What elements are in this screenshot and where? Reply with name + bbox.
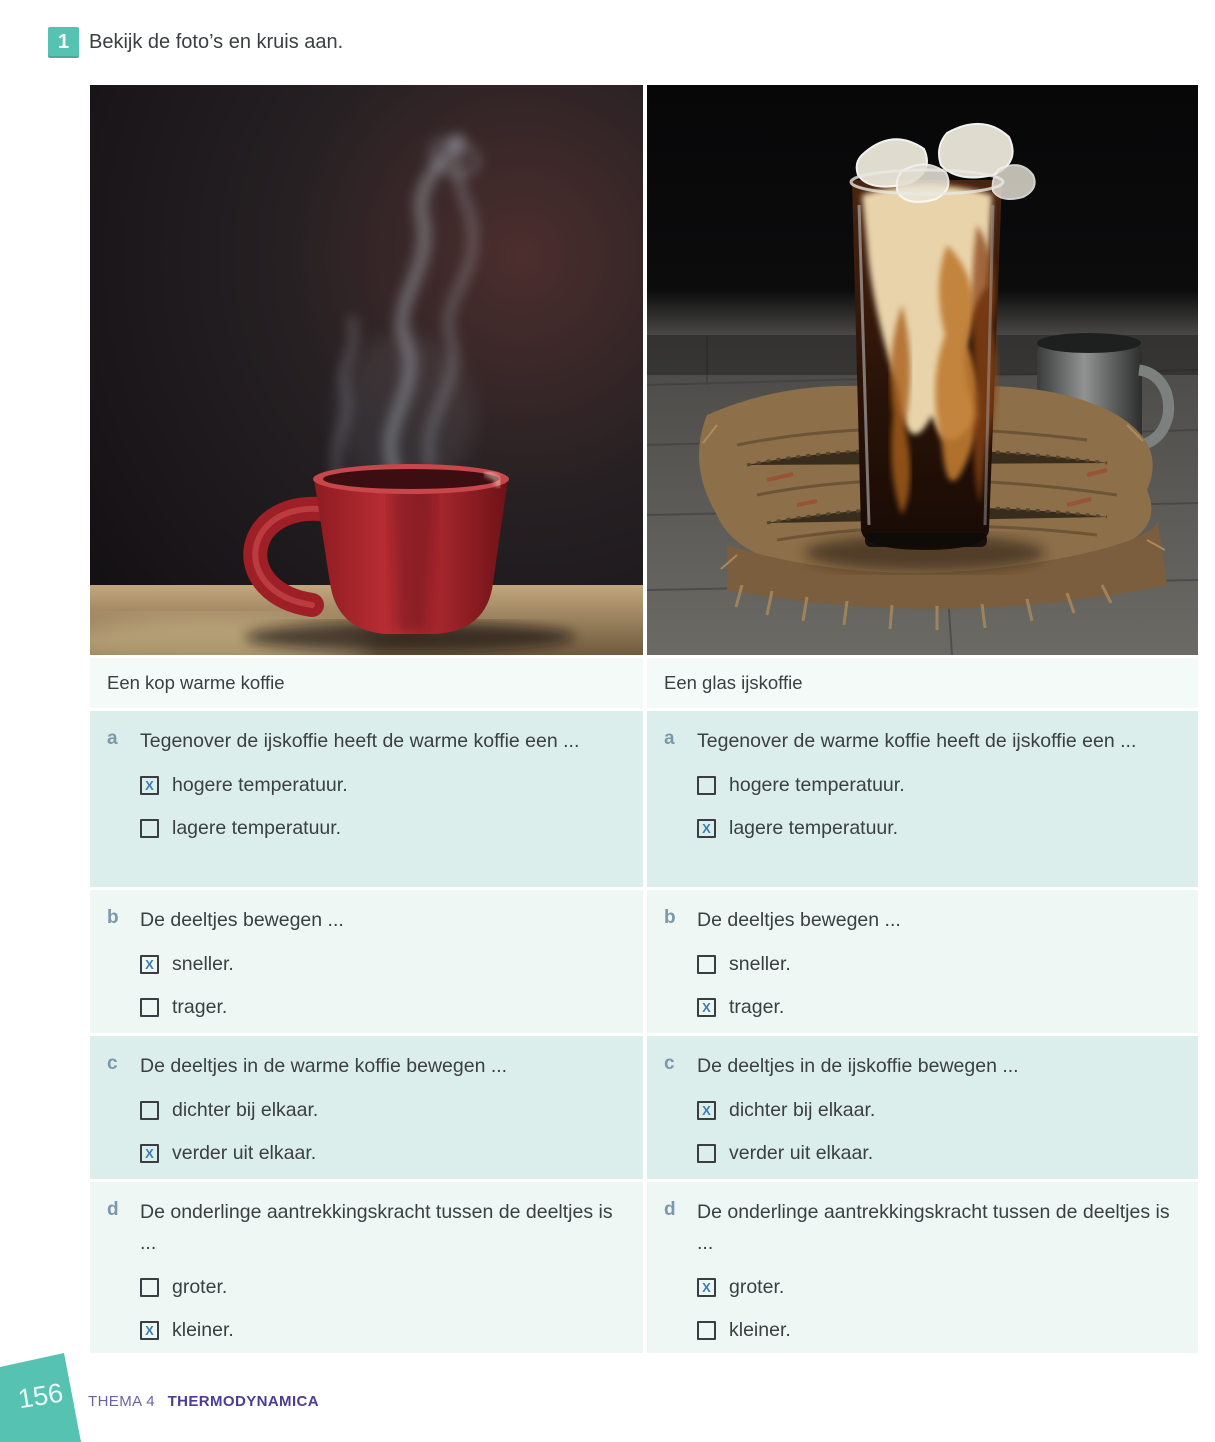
options-list	[697, 1095, 1174, 1181]
question-c-left	[90, 1036, 643, 1179]
options-list	[140, 949, 619, 1035]
hot-coffee-illustration	[90, 85, 643, 655]
option	[140, 992, 619, 1022]
option	[140, 949, 619, 979]
option-label: lagere temperatuur.	[172, 816, 342, 839]
question-row-c	[90, 1036, 1198, 1179]
option	[697, 1315, 1174, 1345]
checkbox-checked-icon[interactable]: X	[140, 776, 159, 795]
question-a-left	[90, 711, 643, 887]
question-letter: b	[107, 907, 119, 928]
exercise-prompt: Bekijk de foto’s en kruis aan.	[89, 31, 344, 53]
iced-coffee-illustration	[647, 85, 1198, 655]
question-text: De deeltjes in de ijskoffie bewegen ...	[697, 1055, 1019, 1077]
question-text: Tegenover de ijskoffie heeft de warme koffie een ...	[140, 730, 580, 752]
options-list	[140, 1095, 619, 1181]
question-text: De deeltjes bewegen ...	[140, 909, 344, 931]
option-label: kleiner.	[729, 1318, 791, 1341]
checkbox-empty-icon[interactable]	[697, 955, 716, 974]
option-label: hogere temperatuur.	[172, 773, 348, 796]
option	[697, 813, 1174, 843]
question-b-right	[647, 890, 1198, 1033]
caption-iced-coffee: Een glas ijskoffie	[647, 658, 1198, 708]
question-text: De deeltjes in de warme koffie bewegen ...	[140, 1055, 508, 1077]
question-letter: d	[664, 1199, 676, 1220]
theme-title: THERMODYNAMICA	[167, 1393, 319, 1410]
question-d-left	[90, 1182, 643, 1353]
option-label: verder uit elkaar.	[729, 1141, 874, 1164]
option	[697, 1272, 1174, 1302]
question-text: De onderlinge aantrekkingskracht tussen de deeltjes is ...	[697, 1201, 1170, 1254]
question-letter: b	[664, 907, 676, 928]
question-letter: a	[107, 728, 118, 749]
option-label: hogere temperatuur.	[729, 773, 905, 796]
option	[697, 949, 1174, 979]
caption-hot-coffee: Een kop warme koffie	[90, 658, 643, 708]
option-label: groter.	[172, 1275, 228, 1298]
question-letter: c	[664, 1053, 675, 1074]
checkbox-checked-icon[interactable]: X	[140, 1144, 159, 1163]
option	[140, 1138, 619, 1168]
checkbox-checked-icon[interactable]: X	[140, 1321, 159, 1340]
hot-coffee-photo	[90, 85, 643, 655]
exercise-header	[48, 27, 343, 58]
option-label: trager.	[172, 995, 228, 1018]
option	[140, 1095, 619, 1125]
options-list	[697, 770, 1174, 856]
question-text: De onderlinge aantrekkingskracht tussen de deeltjes is ...	[140, 1201, 613, 1254]
option-label: lagere temperatuur.	[729, 816, 899, 839]
exercise-table	[90, 85, 1198, 1353]
option-label: sneller.	[172, 952, 234, 975]
option	[697, 992, 1174, 1022]
question-a-right	[647, 711, 1198, 887]
option	[140, 813, 619, 843]
option-label: trager.	[729, 995, 785, 1018]
page-number: 156	[15, 1377, 66, 1415]
question-text: Tegenover de warme koffie heeft de ijskoffie een ...	[697, 730, 1137, 752]
option	[697, 1095, 1174, 1125]
options-list	[140, 770, 619, 856]
question-letter: d	[107, 1199, 119, 1220]
exercise-number-badge: 1	[48, 27, 79, 58]
option-label: kleiner.	[172, 1318, 234, 1341]
checkbox-empty-icon[interactable]	[140, 819, 159, 838]
option-label: dichter bij elkaar.	[172, 1098, 319, 1121]
option	[140, 770, 619, 800]
question-row-d	[90, 1182, 1198, 1353]
caption-row	[90, 658, 1198, 708]
option	[697, 770, 1174, 800]
option	[697, 1138, 1174, 1168]
question-letter: c	[107, 1053, 118, 1074]
checkbox-empty-icon[interactable]	[697, 1321, 716, 1340]
options-list	[697, 949, 1174, 1035]
option-label: groter.	[729, 1275, 785, 1298]
checkbox-checked-icon[interactable]: X	[140, 955, 159, 974]
checkbox-checked-icon[interactable]: X	[697, 819, 716, 838]
option	[140, 1272, 619, 1302]
options-list	[697, 1272, 1174, 1358]
checkbox-checked-icon[interactable]: X	[697, 1101, 716, 1120]
photo-row	[90, 85, 1198, 655]
checkbox-empty-icon[interactable]	[140, 1278, 159, 1297]
question-row-b	[90, 890, 1198, 1033]
question-c-right	[647, 1036, 1198, 1179]
checkbox-empty-icon[interactable]	[697, 1144, 716, 1163]
options-list	[140, 1272, 619, 1358]
option	[140, 1315, 619, 1345]
checkbox-empty-icon[interactable]	[697, 776, 716, 795]
checkbox-empty-icon[interactable]	[140, 998, 159, 1017]
checkbox-empty-icon[interactable]	[140, 1101, 159, 1120]
question-letter: a	[664, 728, 675, 749]
chapter-footer	[88, 1393, 319, 1410]
question-row-a	[90, 711, 1198, 887]
iced-coffee-photo	[647, 85, 1198, 655]
question-b-left	[90, 890, 643, 1033]
option-label: dichter bij elkaar.	[729, 1098, 876, 1121]
checkbox-checked-icon[interactable]: X	[697, 998, 716, 1017]
theme-label: THEMA 4	[88, 1393, 155, 1410]
question-d-right	[647, 1182, 1198, 1353]
option-label: sneller.	[729, 952, 791, 975]
checkbox-checked-icon[interactable]: X	[697, 1278, 716, 1297]
option-label: verder uit elkaar.	[172, 1141, 317, 1164]
question-text: De deeltjes bewegen ...	[697, 909, 901, 931]
